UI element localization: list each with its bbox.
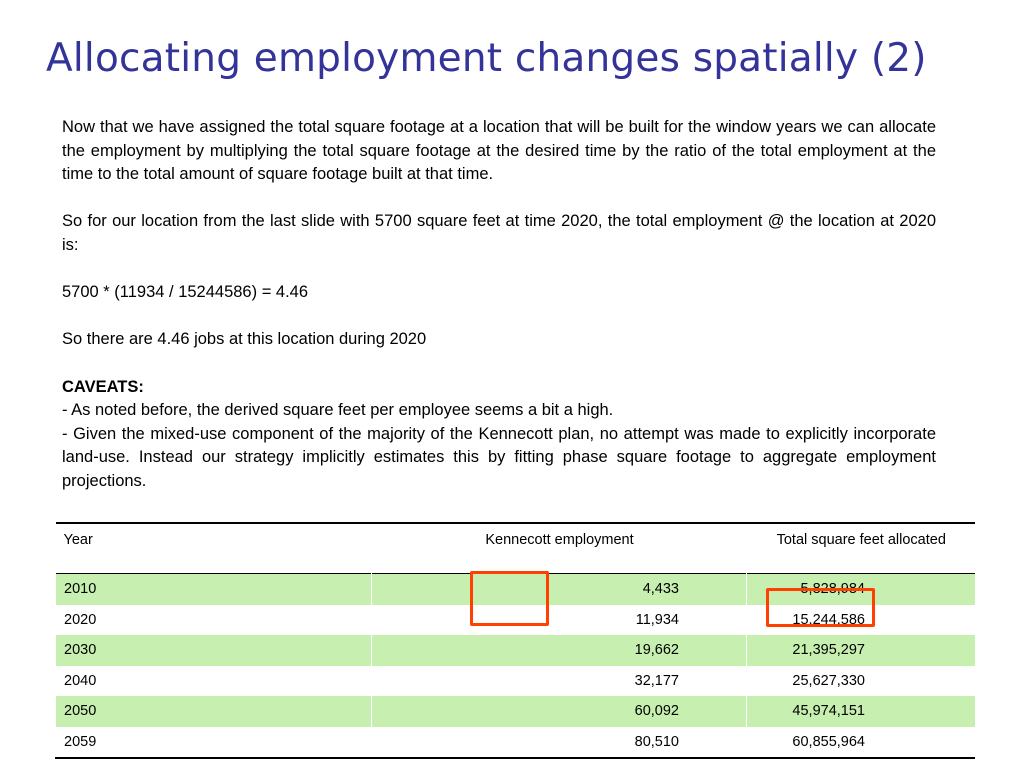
caveats-heading: CAVEATS:: [62, 377, 144, 396]
square-feet-highlight-box: [766, 588, 875, 627]
caveat-item: - Given the mixed-use component of the majority of the Kennecott plan, no attempt was made to explicitly incorporate land-use. Instead our strategy implicitly estimates this by fitting phase square footage to aggregate employment projections.: [62, 424, 936, 490]
result-paragraph: So there are 4.46 jobs at this location during 2020: [62, 330, 427, 349]
slide-body: [62, 116, 936, 494]
square-feet-cell: 60,855,964: [747, 727, 976, 759]
employment-cell: 4,433: [372, 574, 747, 605]
employment-cell: 80,510: [372, 727, 747, 759]
employment-highlight-box: [470, 571, 549, 626]
employment-table: [55, 522, 975, 759]
year-cell: 2050: [56, 696, 372, 727]
intro-paragraph: Now that we have assigned the total square footage at a location that will be built for the window years we can allocate the employment by multiplying the total square footage at the desired time by the ratio of the total employment at the time to the total amount of square footage built at that time.: [62, 118, 936, 184]
example-paragraph: So for our location from the last slide with 5700 square feet at time 2020, the total employment @ the location at 2020 is:: [62, 212, 936, 254]
square-feet-cell: 5,828,984: [747, 574, 976, 605]
employment-cell: 11,934: [372, 605, 747, 636]
table-row: [56, 666, 976, 697]
year-cell: 2020: [56, 605, 372, 636]
employment-cell: 19,662: [372, 635, 747, 666]
employment-table-container: [55, 522, 975, 759]
table-header-row: [56, 523, 976, 574]
column-header-year: Year: [63, 532, 93, 548]
column-header-employment: Kennecott employment: [485, 532, 634, 548]
year-cell: 2040: [56, 666, 372, 697]
year-cell: 2030: [56, 635, 372, 666]
square-feet-cell: 25,627,330: [747, 666, 976, 697]
square-feet-cell: 15,244,586: [747, 605, 976, 636]
slide-title: Allocating employment changes spatially (2): [46, 36, 927, 81]
formula-line: 5700 * (11934 / 15244586) = 4.46: [62, 283, 309, 302]
square-feet-cell: 21,395,297: [747, 635, 976, 666]
table-row: [56, 727, 976, 759]
year-cell: 2059: [56, 727, 372, 759]
caveat-item: - As noted before, the derived square feet per employee seems a bit a high.: [62, 401, 614, 420]
square-feet-cell: 45,974,151: [747, 696, 976, 727]
table-row: [56, 635, 976, 666]
year-cell: 2010: [56, 574, 372, 605]
table-row: [56, 696, 976, 727]
column-header-square-feet: Total square feet allocated: [776, 532, 946, 548]
employment-cell: 60,092: [372, 696, 747, 727]
employment-cell: 32,177: [372, 666, 747, 697]
